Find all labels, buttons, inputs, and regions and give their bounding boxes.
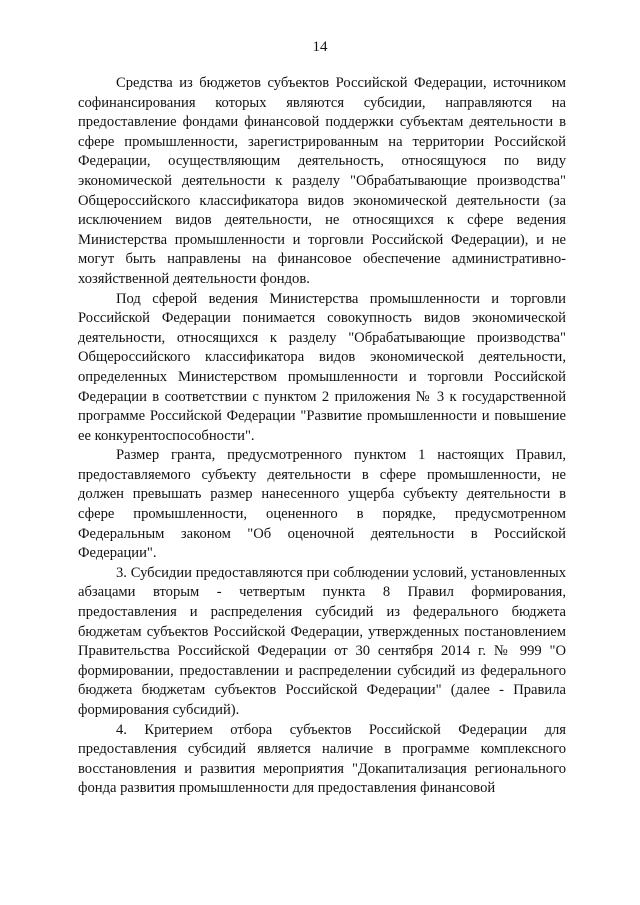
paragraph-funding-purpose: Средства из бюджетов субъектов Российской Федерации, источником софинансирования которых являются субсидии, направляются на предоставление фондами финансовой поддержки субъектам деятельности в сфере промышленности, зарегистрированным на территории Российской Федерации, осуществляющим деятельность, относящуюся по виду экономической деятельности к разделу "Обрабатывающие производства" Общероссийского классификатора видов экономической деятельности (за исключением видов деятельности, не относящихся к сфере ведения Министерства промышленности и торговли Российской Федерации), и не могут быть направлены на финансовое обеспечение административно-хозяйственной деятельности фондов. [78, 75, 566, 287]
document-body [78, 74, 566, 799]
paragraph-ministry-scope: Под сферой ведения Министерства промышленности и торговли Российской Федерации понимается совокупность видов экономической деятельности, относящихся к разделу "Обрабатывающие производства" Общероссийского классификатора видов экономической деятельности, определенных Министерством промышленности и торговли Российской Федерации в соответствии с пунктом 2 приложения № 3 к государственной программе Российской Федерации "Развитие промышленности и повышение ее конкурентоспособности". [78, 290, 566, 444]
page-number: 14 [312, 39, 328, 55]
paragraph-item-4-criterion: 4. Критерием отбора субъектов Российской Федерации для предоставления субсидий является наличие в программе комплексного восстановления и развития мероприятия "Докапитализация регионального фонда развития промышленности для предоставления финансовой [78, 721, 566, 797]
paragraph-grant-size: Размер гранта, предусмотренного пунктом 1 настоящих Правил, предоставляемого субъекту деятельности в сфере промышленности, не должен превышать размер нанесенного ущерба субъекту деятельности в сфере промышленности, оцененного в порядке, предусмотренном Федеральным законом "Об оценочной деятельности в Российской Федерации". [78, 447, 566, 562]
paragraph-item-3-conditions: 3. Субсидии предоставляются при соблюдении условий, установленных абзацами вторым - четвертым пункта 8 Правил формирования, предоставления и распределения субсидий из федерального бюджета бюджетам субъектов Российской Федерации, утвержденных постановлением Правительства Российской Федерации от 30 сентября 2014 г. № 999 "О формировании, предоставлении и распределении субсидий из федерального бюджета бюджетам субъектов Российской Федерации" (далее - Правила формирования субсидий). [78, 564, 566, 718]
